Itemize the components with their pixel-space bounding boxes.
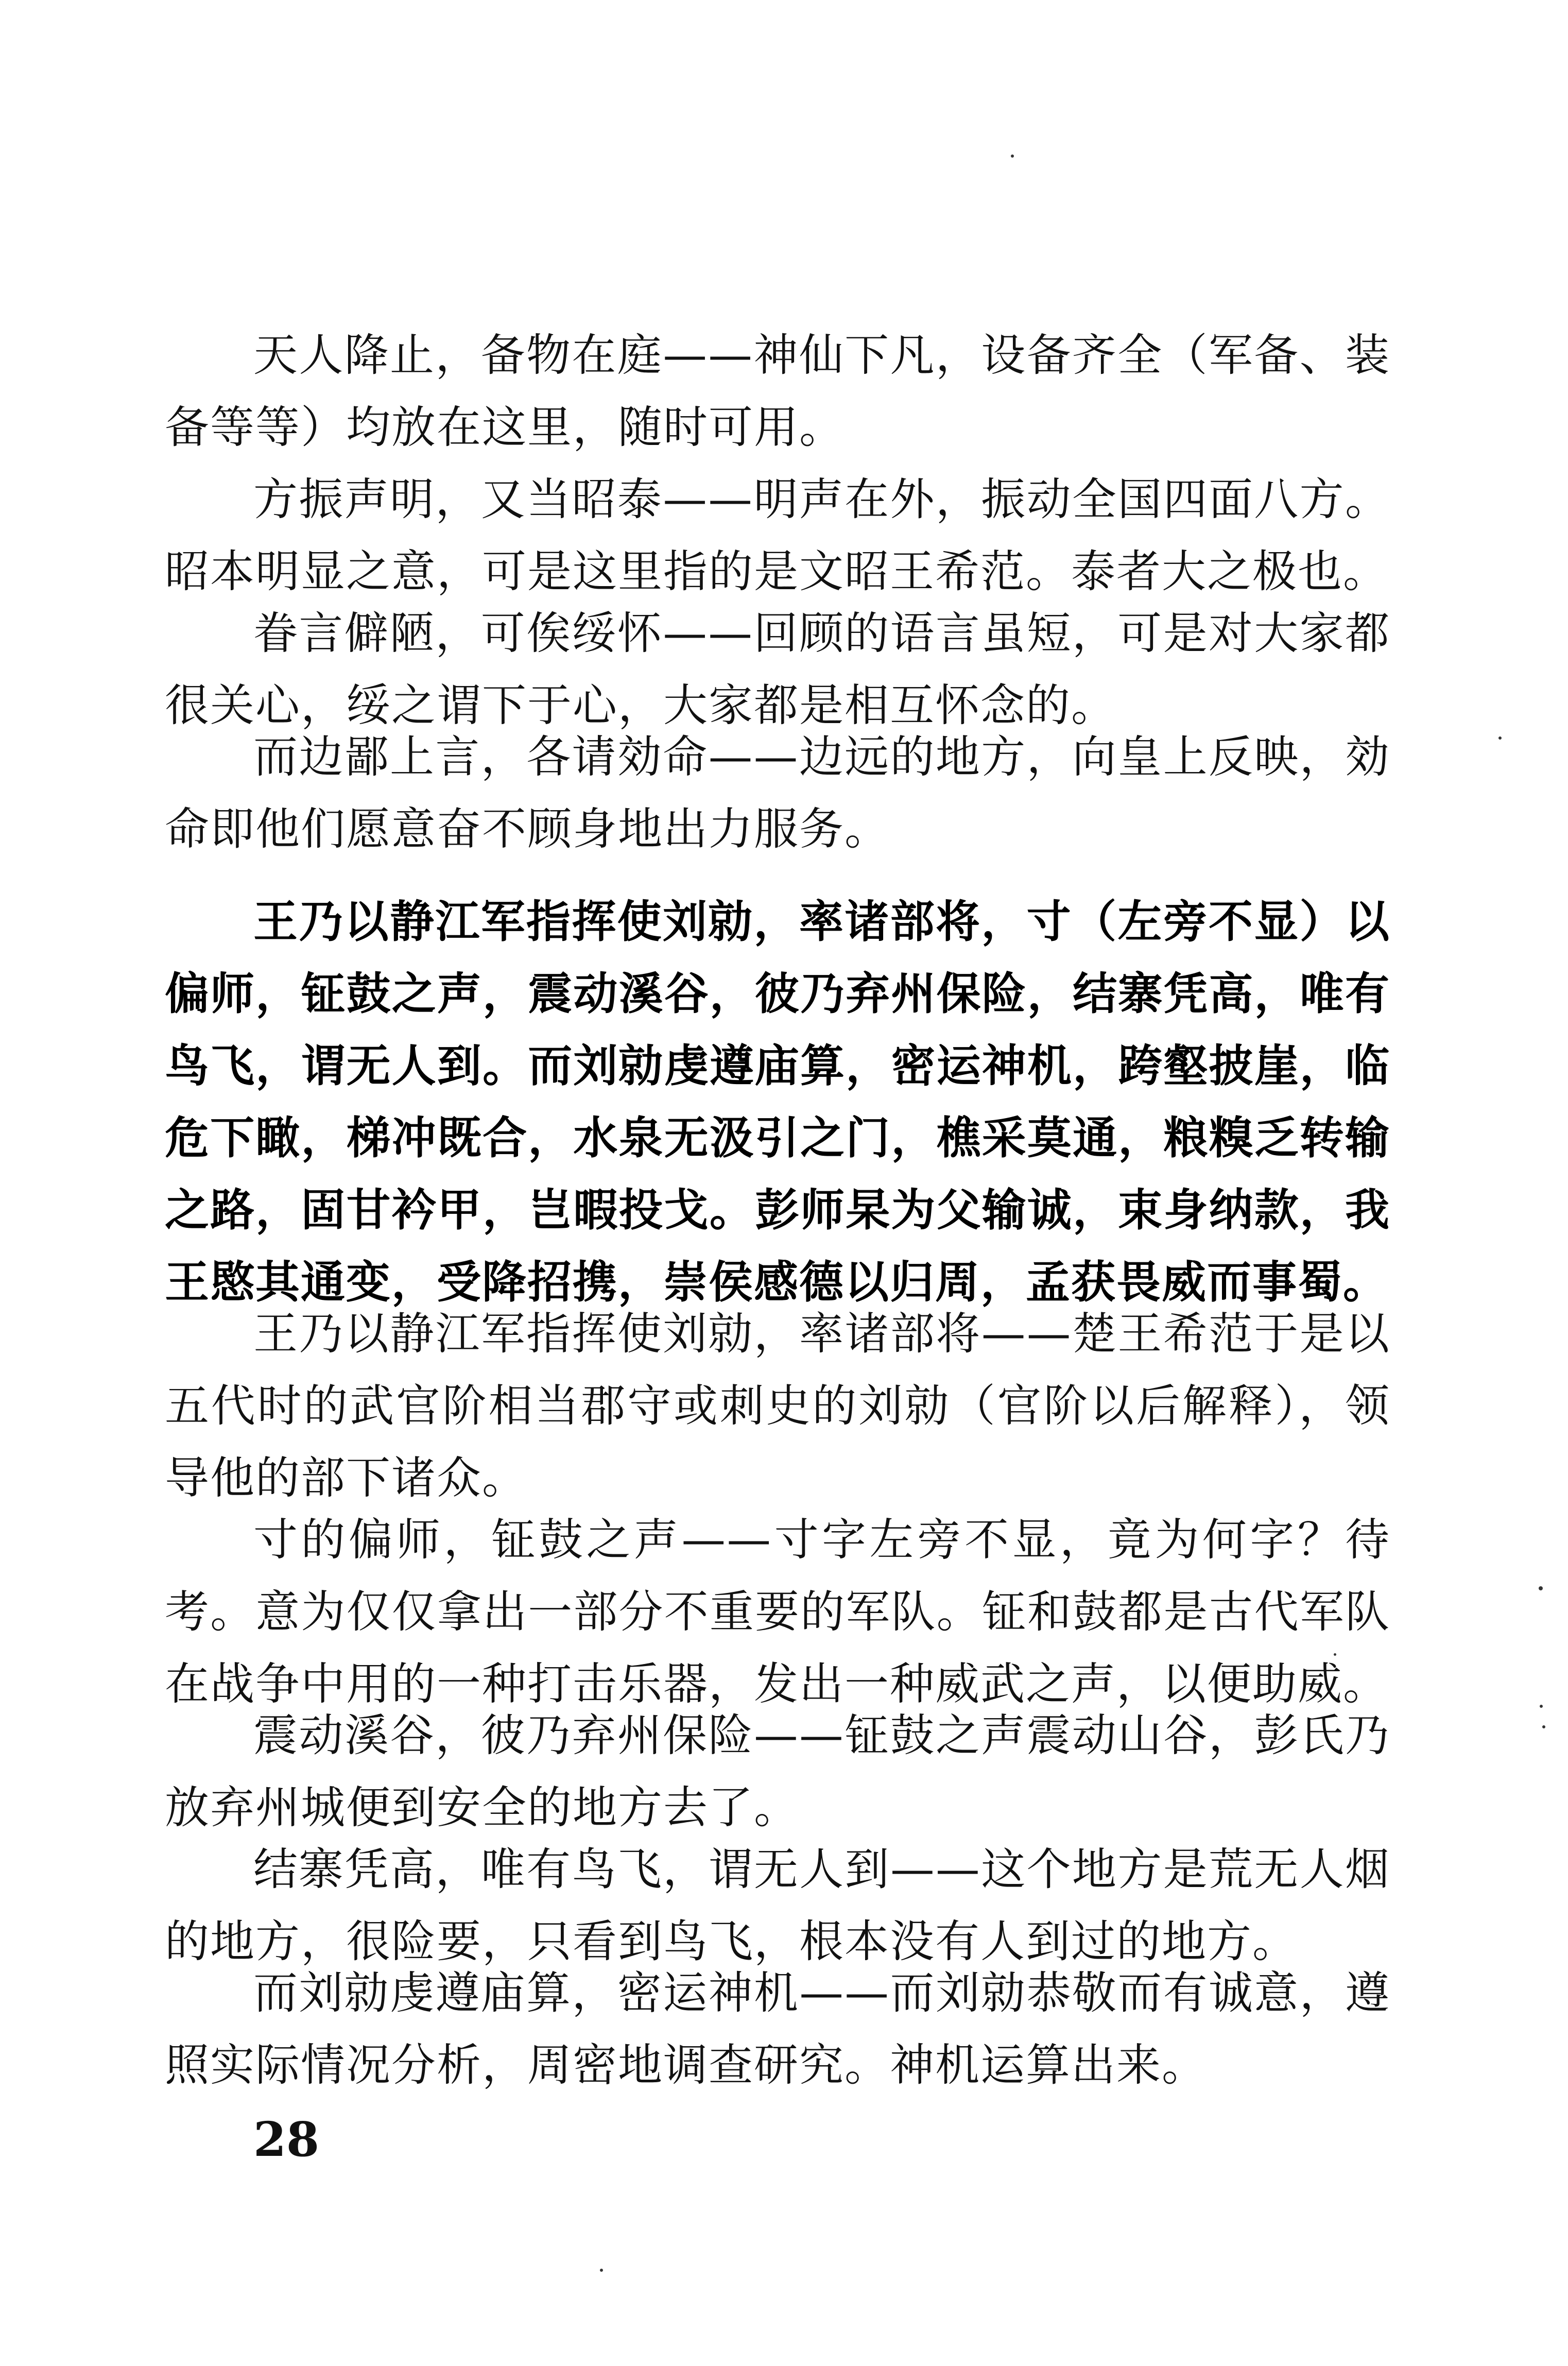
- scan-speck: [1540, 1705, 1543, 1708]
- intro-paragraph-4: 而边鄙上言，各请効命——边远的地方，向皇上反映，効命即他们愿意奋不顾身地出力服务。: [165, 731, 1390, 855]
- commentary-paragraph-2: 寸的偏师，钲鼓之声——寸字左旁不显，竟为何字？待考。意为仅仅拿出一部分不重要的军队。钲和鼓都是古代军队在战争中用的一种打击乐器，发出一种威武之声，以便助威。: [165, 1514, 1390, 1710]
- intro-paragraph-3: 眷言僻陋，可俟绥怀——回顾的语言虽短，可是对大家都很关心，绥之谓下于心，大家都是相互怀念的。: [165, 608, 1390, 731]
- page-number: 28: [253, 2112, 320, 2167]
- intro-paragraph-2: 方振声明，又当昭泰——明声在外，振动全国四面八方。昭本明显之意，可是这里指的是文昭王希范。泰者大之极也。: [165, 474, 1390, 597]
- quoted-passage: 王乃以静江军指挥使刘勍，率诸部将，寸（左旁不显）以偏师，钲鼓之声，震动溪谷，彼乃弃州保险，结寨凭高，唯有鸟飞，谓无人到。而刘勍虔遵庙算，密运神机，跨壑披崖，临危下瞰，梯冲既合，水泉无汲引之门，樵采莫通，粮糗乏转输之路，固甘衿甲，岂暇投戈。彭师杲为父输诚，束身纳款，我王愍其通变，受降招携，崇侯感德以归周，孟获畏威而事蜀。: [165, 896, 1390, 1308]
- commentary-paragraph-4: 结寨凭高，唯有鸟飞，谓无人到——这个地方是荒无人烟的地方，很险要，只看到鸟飞，根本没有人到过的地方。: [165, 1844, 1390, 1967]
- scan-speck: [1011, 155, 1014, 158]
- scan-speck: [1334, 1653, 1336, 1656]
- commentary-paragraph-1: 王乃以静江军指挥使刘勍，率诸部将——楚王希范于是以五代时的武官阶相当郡守或刺史的刘勍（官阶以后解释），领导他的部下诸众。: [165, 1308, 1390, 1504]
- scan-speck: [1542, 1725, 1545, 1728]
- commentary-paragraph-5: 而刘勍虔遵庙算，密运神机——而刘勍恭敬而有诚意，遵照实际情况分析，周密地调查研究。神机运算出来。: [165, 1967, 1390, 2091]
- intro-paragraph-1: 天人降止，备物在庭——神仙下凡，设备齐全（军备、装备等等）均放在这里，随时可用。: [165, 330, 1390, 453]
- commentary-paragraph-3: 震动溪谷，彼乃弃州保险——钲鼓之声震动山谷，彭氏乃放弃州城便到安全的地方去了。: [165, 1710, 1390, 1833]
- scan-speck: [1539, 1586, 1543, 1590]
- scan-speck: [1498, 736, 1502, 740]
- scan-speck: [600, 2269, 603, 2272]
